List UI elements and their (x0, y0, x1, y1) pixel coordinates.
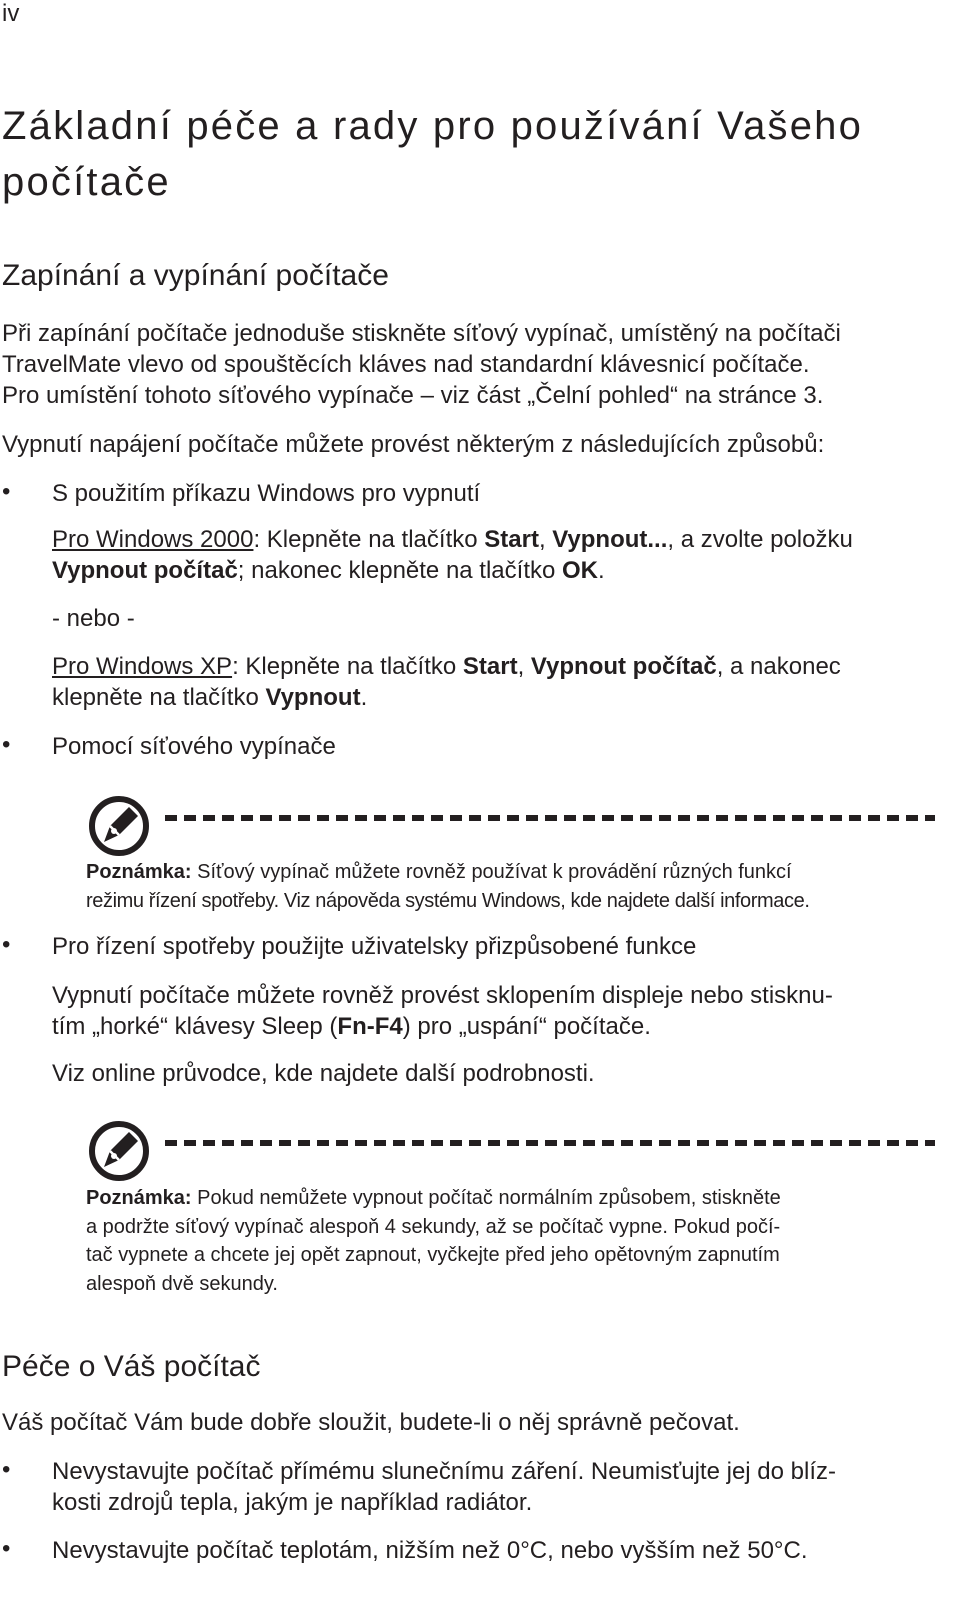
wxp-text: . (360, 684, 368, 711)
note-label: Poznámka: (86, 861, 192, 883)
note-line (86, 858, 934, 887)
shutdown-term: Vypnout (265, 684, 361, 711)
note-pen-icon (88, 795, 150, 857)
intro-line: TravelMate vlevo od spouštěcích kláves nad standardní klávesnicí počítače. (2, 351, 810, 378)
w2000-text: , a zvolte položku (667, 526, 853, 553)
note-forced-shutdown (86, 1184, 934, 1298)
start-term: Start (462, 653, 518, 680)
wxp-line (52, 651, 942, 682)
bullet-mark: • (2, 1456, 11, 1483)
note-pen-icon (88, 1120, 150, 1182)
section-heading-power: Zapínání a vypínání počítače (2, 259, 389, 292)
hotkey-term: Fn-F4 (337, 1013, 403, 1040)
windows-xp-instructions (52, 651, 942, 713)
bullet-sunlight (52, 1456, 942, 1518)
note-power-management (86, 858, 934, 915)
note-line: a podržte síťový vypínač alespoň 4 sekundy, až se počítač vypne. Pokud počí- (86, 1215, 781, 1238)
bullet-windows-shutdown: S použitím příkazu Windows pro vypnutí (52, 480, 481, 507)
note-line: alespoň dvě sekundy. (86, 1272, 278, 1295)
note-line: tač vypnete a chcete jej opět zapnout, vyčkejte před jeho opětovným zapnutím (86, 1244, 780, 1266)
note-text: Pokud nemůžete vypnout počítač normálním způsobem, stiskněte (191, 1187, 781, 1209)
online-guide-paragraph: Viz online průvodce, kde najdete další podrobnosti. (52, 1060, 595, 1087)
bullet-mark: • (2, 1535, 11, 1562)
section-heading-care: Péče o Váš počítač (2, 1350, 261, 1383)
sleep-text: tím „horké“ klávesy Sleep ( (52, 1013, 338, 1040)
w2000-text: : Klepněte na tlačítko (253, 526, 485, 553)
w2000-text: , (538, 526, 553, 553)
wxp-label: Pro Windows XP (52, 653, 233, 680)
note-line (86, 1184, 934, 1213)
note-text: Síťový vypínač můžete rovněž používat k provádění různých funkcí (191, 861, 792, 883)
shutdown-term: Vypnout... (552, 526, 668, 553)
ways-paragraph: Vypnutí napájení počítače můžete provést některým z následujících způsobů: (2, 431, 825, 458)
page-number: iv (2, 0, 20, 27)
wxp-text: , a nakonec (716, 653, 841, 680)
care-intro: Váš počítač Vám bude dobře sloužit, budete-li o něj správně pečovat. (2, 1409, 740, 1436)
intro-line: Pro umístění tohoto síťového vypínače – viz část „Čelní pohled“ na stránce 3. (2, 382, 824, 409)
bullet-power-management: Pro řízení spotřeby použijte uživatelsky přizpůsobené funkce (52, 933, 697, 960)
note-divider (165, 815, 935, 821)
wxp-text: : Klepněte na tlačítko (232, 653, 463, 680)
sleep-line: Vypnutí počítače můžete rovněž provést sklopením displeje nebo stisknu- (52, 982, 833, 1009)
note-divider (165, 1140, 935, 1146)
sleep-line (52, 1011, 942, 1042)
windows-2000-instructions (52, 524, 942, 586)
wxp-text: klepněte na tlačítko (52, 684, 266, 711)
bullet-mark: • (2, 478, 11, 505)
w2000-line (52, 555, 942, 586)
w2000-text: . (598, 557, 605, 584)
w2000-label: Pro Windows 2000 (52, 526, 254, 553)
ok-term: OK (562, 557, 599, 584)
intro-line: Při zapínání počítače jednoduše stiskněte síťový vypínač, umístěný na počítači (2, 320, 841, 347)
w2000-line (52, 524, 942, 555)
note-line: režimu řízení spotřeby. Viz nápověda systému Windows, kde najdete další informace. (86, 889, 810, 912)
page-title: Základní péče a rady pro používání Vašeho počítače (2, 104, 864, 204)
wxp-text: , (517, 653, 531, 680)
or-separator: - nebo - (52, 605, 135, 632)
wxp-line (52, 682, 942, 713)
sleep-text: ) pro „uspání“ počítače. (402, 1013, 651, 1040)
shutdown-computer-term: Vypnout počítač (52, 557, 238, 584)
w2000-text: ; nakonec klepněte na tlačítko (237, 557, 563, 584)
bullet-line: kosti zdrojů tepla, jakým je například radiátor. (52, 1489, 533, 1516)
note-label: Poznámka: (86, 1187, 192, 1209)
start-term: Start (484, 526, 539, 553)
shutdown-computer-term: Vypnout počítač (530, 653, 717, 680)
bullet-mark: • (2, 731, 11, 758)
bullet-line: Nevystavujte počítač přímému slunečnímu záření. Neumisťujte jej do blíz- (52, 1458, 836, 1485)
bullet-power-button: Pomocí síťového vypínače (52, 733, 336, 760)
sleep-paragraph (52, 980, 942, 1042)
bullet-mark: • (2, 931, 11, 958)
bullet-temperature: Nevystavujte počítač teplotám, nižším než 0°C, nebo vyšším než 50°C. (52, 1537, 808, 1564)
intro-paragraph (2, 318, 952, 411)
